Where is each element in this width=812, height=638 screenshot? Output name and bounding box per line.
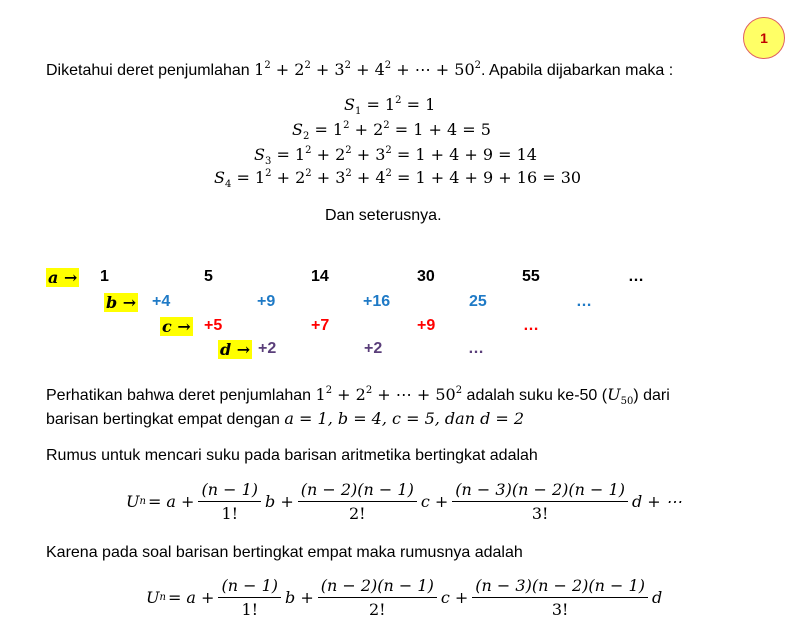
row-b-2: +9 — [257, 293, 276, 310]
label-d: d → — [220, 340, 251, 359]
frac-1: $\frac{(n - 1)}{1!}$ — [198, 480, 261, 523]
sum-s2: $S_2 = 1^2 + 2^2 = 1 + 4 = 5$ — [292, 120, 491, 142]
row-c-3: +9 — [417, 317, 436, 334]
row-b-4: 25 — [469, 293, 487, 310]
row-c-4: … — [523, 317, 539, 334]
row-b-5: … — [576, 293, 592, 310]
karena-text: Karena pada soal barisan bertingkat empat maka rumusnya adalah — [46, 544, 523, 561]
rumus-text: Rumus untuk mencari suku pada barisan aritmetika bertingkat adalah — [46, 447, 538, 464]
row-a-3: 14 — [311, 268, 329, 285]
row-d-3: … — [468, 340, 484, 357]
sum-s1: $S_1 = 1^2 = 1$ — [344, 95, 436, 117]
row-d-2: +2 — [364, 340, 383, 357]
row-b-3: +16 — [363, 293, 391, 310]
frac-3b: $\frac{(n - 3)(n - 2)(n - 1)}{3!}$ — [472, 576, 648, 619]
row-a-5: 55 — [522, 268, 540, 285]
frac-2b: $\frac{(n - 2)(n - 1)}{2!}$ — [318, 576, 437, 619]
row-a-4: 30 — [417, 268, 435, 285]
specific-formula: U n = a + $\frac{(n - 1)}{1!}$ b + $\frac{(n - 2)(n - 1)}{2!}$ c + $\frac{(n - 3)(n - 2)(n - 1)}{3!}$ d — [146, 576, 663, 619]
row-a-1: 1 — [100, 268, 109, 285]
label-b: b → — [106, 293, 137, 312]
frac-3: $\frac{(n - 3)(n - 2)(n - 1)}{3!}$ — [452, 480, 628, 523]
row-d-1: +2 — [258, 340, 277, 357]
row-c-2: +7 — [311, 317, 330, 334]
label-a: a → — [48, 268, 78, 287]
intro-text-after: . Apabila dijabarkan maka : — [481, 62, 674, 79]
continue-text: Dan seterusnya. — [325, 207, 442, 224]
general-formula: U n = a + $\frac{(n - 1)}{1!}$ b + $\frac{(n - 2)(n - 1)}{2!}$ c + $\frac{(n - 3)(n - 2)(n - 1)}{3!}$ d + ⋯ — [126, 480, 682, 523]
observe-line-1: Perhatikan bahwa deret penjumlahan $1^2 + 2^2$ + ⋯ + $50^2$ adalah suku ke-50 $(U_{50})$ dari — [46, 385, 670, 407]
sum-s3: $S_3 = 1^2 + 2^2 + 3^2 = 1 + 4 + 9 = 14$ — [254, 145, 537, 167]
row-c-1: +5 — [204, 317, 223, 334]
frac-2: $\frac{(n - 2)(n - 1)}{2!}$ — [298, 480, 417, 523]
row-a-6: … — [628, 268, 644, 285]
intro-text-before: Diketahui deret penjumlahan — [46, 62, 255, 79]
intro-series: $1^2 + 2^2 + 3^2 + 4^2$ + ⋯ + $50^2$ — [254, 60, 482, 79]
row-a-2: 5 — [204, 268, 213, 285]
row-b-1: +4 — [152, 293, 171, 310]
frac-1b: $\frac{(n - 1)}{1!}$ — [218, 576, 281, 619]
page-number-badge: 1 — [743, 17, 785, 59]
intro-line — [46, 60, 673, 80]
label-c: c → — [162, 317, 191, 336]
observe-line-2: barisan bertingkat empat dengan a = 1, b = 4, c = 5, dan d = 2 — [46, 409, 525, 428]
sum-s4: $S_4 = 1^2 + 2^2 + 3^2 + 4^2 = 1 + 4 + 9 + 16 = 30$ — [214, 168, 582, 190]
